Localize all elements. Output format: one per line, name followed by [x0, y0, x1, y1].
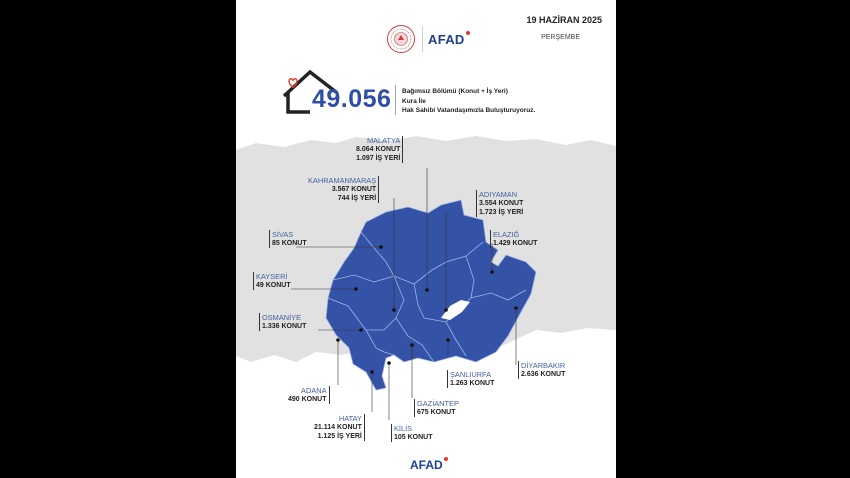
province-label-adiyaman: ADIYAMAN 3.554 KONUT 1.723 İŞ YERİ — [476, 190, 523, 217]
afad-logo: AFAD — [428, 32, 465, 47]
province-label-adana: ADANA 490 KONUT — [288, 386, 330, 404]
afad-footer-logo: AFAD — [410, 458, 443, 472]
province-label-kayseri: KAYSERİ 49 KONUT — [253, 272, 291, 290]
province-label-osmaniye: OSMANİYE 1.336 KONUT — [259, 313, 306, 331]
province-label-hatay: HATAY 21.114 KONUT 1.125 İŞ YERİ — [314, 414, 365, 441]
total-units: 49.056 — [312, 85, 392, 113]
province-label-gaziantep: GAZİANTEP 675 KONUT — [414, 399, 459, 417]
province-label-sivas: SİVAS 85 KONUT — [269, 230, 307, 248]
day-label: PERŞEMBE — [541, 34, 580, 41]
province-label-sanliurfa: ŞANLIURFA 1.263 KONUT — [447, 370, 494, 388]
headline-description: Bağımsız Bölümü (Konut + İş Yeri) Kura İle Hak Sahibi Vatandaşımızla Buluşturuyoruz. — [402, 88, 536, 114]
date-label: 19 HAZİRAN 2025 — [526, 15, 602, 25]
province-label-malatya: MALATYA 8.064 KONUT 1.097 İŞ YERİ — [356, 136, 403, 163]
province-label-diyarbakir: DİYARBAKIR 2.636 KONUT — [518, 361, 565, 379]
infographic-card — [236, 0, 616, 478]
province-label-elazig: ELAZIĞ 1.429 KONUT — [490, 230, 537, 248]
province-label-kilis: KİLİS 105 KONUT — [391, 424, 433, 442]
province-label-kahramanmaras: KAHRAMANMARAŞ 3.567 KONUT 744 İŞ YERİ — [308, 176, 379, 203]
